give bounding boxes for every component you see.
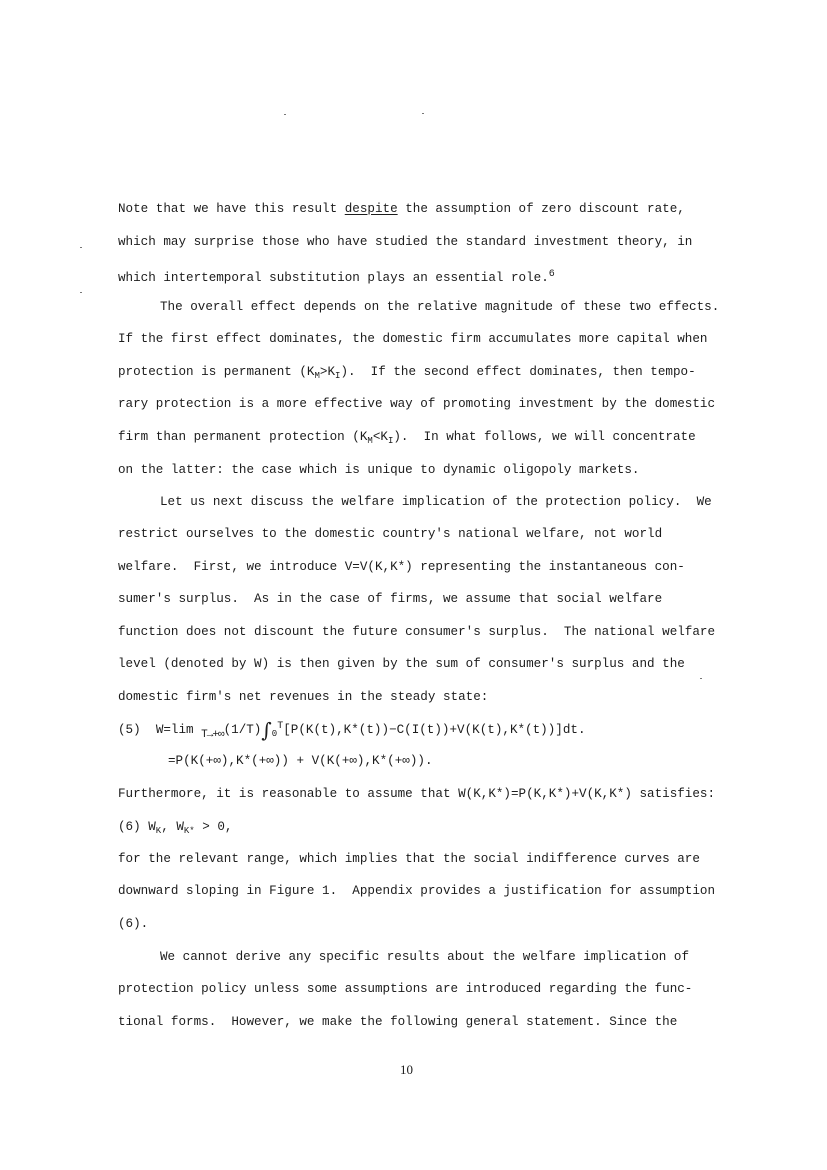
equation-text: (6) W [118, 820, 156, 834]
text-line: Furthermore, it is reasonable to assume that W(K,K*)=P(K,K*)+V(K,K*) satisfies: [118, 787, 716, 801]
integral-upper-limit: T [277, 721, 284, 732]
footnote-marker: 6 [548, 269, 555, 280]
page-number: 10 [400, 1062, 413, 1077]
text-span: >K [319, 365, 336, 379]
text-line: The overall effect depends on the relative magnitude of these two effects. [160, 300, 720, 314]
equation-5 [118, 719, 586, 743]
limit-operator: W=lim [155, 723, 202, 737]
text-line: function does not discount the future consumer's surplus. The national welfare [118, 625, 716, 639]
text-span: Note that we have this result [118, 202, 345, 216]
limit-subscript: T→+∞ [201, 729, 224, 741]
text-line [118, 201, 685, 217]
text-line: on the latter: the case which is unique to dynamic oligopoly markets. [118, 463, 640, 477]
integral-lower-limit: 0 [271, 729, 278, 739]
equation-5-continued: =P(K(+∞),K*(+∞)) + V(K(+∞),K*(+∞)). [168, 754, 433, 768]
integral-sign: ∫ [261, 718, 272, 742]
text-span: <K [372, 430, 388, 444]
subscript: K* [183, 826, 195, 836]
subscript: I [387, 436, 394, 446]
subscript: M [314, 371, 320, 381]
text-span: the assumption of zero discount rate, [397, 202, 685, 216]
equation-fraction: (1/T) [223, 723, 262, 737]
text-line: level (denoted by W) is then given by the sum of consumer's surplus and the [118, 657, 685, 671]
subscript: K [155, 826, 162, 836]
scan-speck [284, 114, 286, 115]
text-line: sumer's surplus. As in the case of firms, we assume that social welfare [118, 592, 663, 606]
text-line [118, 364, 696, 384]
equation-text: , W [161, 820, 184, 834]
text-line [118, 429, 696, 449]
equation-body: [P(K(t),K*(t))−C(I(t))+V(K(t),K*(t))]dt. [283, 723, 586, 737]
text-span: ). In what follows, we will concentrate [393, 430, 696, 444]
text-line: welfare. First, we introduce V=V(K,K*) representing the instantaneous con- [118, 560, 685, 574]
scan-speck [80, 247, 82, 248]
text-span: ). If the second effect dominates, then tempo- [340, 365, 696, 379]
text-span: protection is permanent (K [118, 365, 315, 379]
text-line [118, 267, 555, 286]
text-line: If the first effect dominates, the domestic firm accumulates more capital when [118, 332, 708, 346]
text-span: firm than permanent protection (K [118, 430, 368, 444]
text-line: We cannot derive any specific results about the welfare implication of [160, 950, 690, 964]
equation-label: (5) [118, 723, 141, 737]
scan-speck [700, 678, 702, 679]
emphasized-word: despite [344, 202, 398, 216]
text-line: for the relevant range, which implies that the social indifference curves are [118, 852, 700, 866]
text-line: which may surprise those who have studied the standard investment theory, in [118, 235, 693, 249]
subscript: I [335, 371, 341, 381]
text-line: Let us next discuss the welfare implication of the protection policy. We [160, 495, 712, 509]
text-line: downward sloping in Figure 1. Appendix provides a justification for assumption [118, 884, 716, 898]
text-line: tional forms. However, we make the following general statement. Since the [118, 1015, 678, 1029]
text-line: domestic firm's net revenues in the steady state: [118, 690, 489, 704]
text-span: which intertemporal substitution plays an essential role. [118, 271, 549, 285]
scan-speck [422, 113, 424, 114]
text-line: restrict ourselves to the domestic country's national welfare, not world [118, 527, 663, 541]
scan-speck [80, 292, 82, 293]
equation-6 [118, 819, 233, 839]
subscript: M [367, 436, 373, 446]
text-line: rary protection is a more effective way of promoting investment by the domestic [118, 397, 716, 411]
equation-text: > 0, [194, 820, 233, 834]
text-line: protection policy unless some assumptions are introduced regarding the func- [118, 982, 693, 996]
text-line: (6). [118, 917, 149, 931]
